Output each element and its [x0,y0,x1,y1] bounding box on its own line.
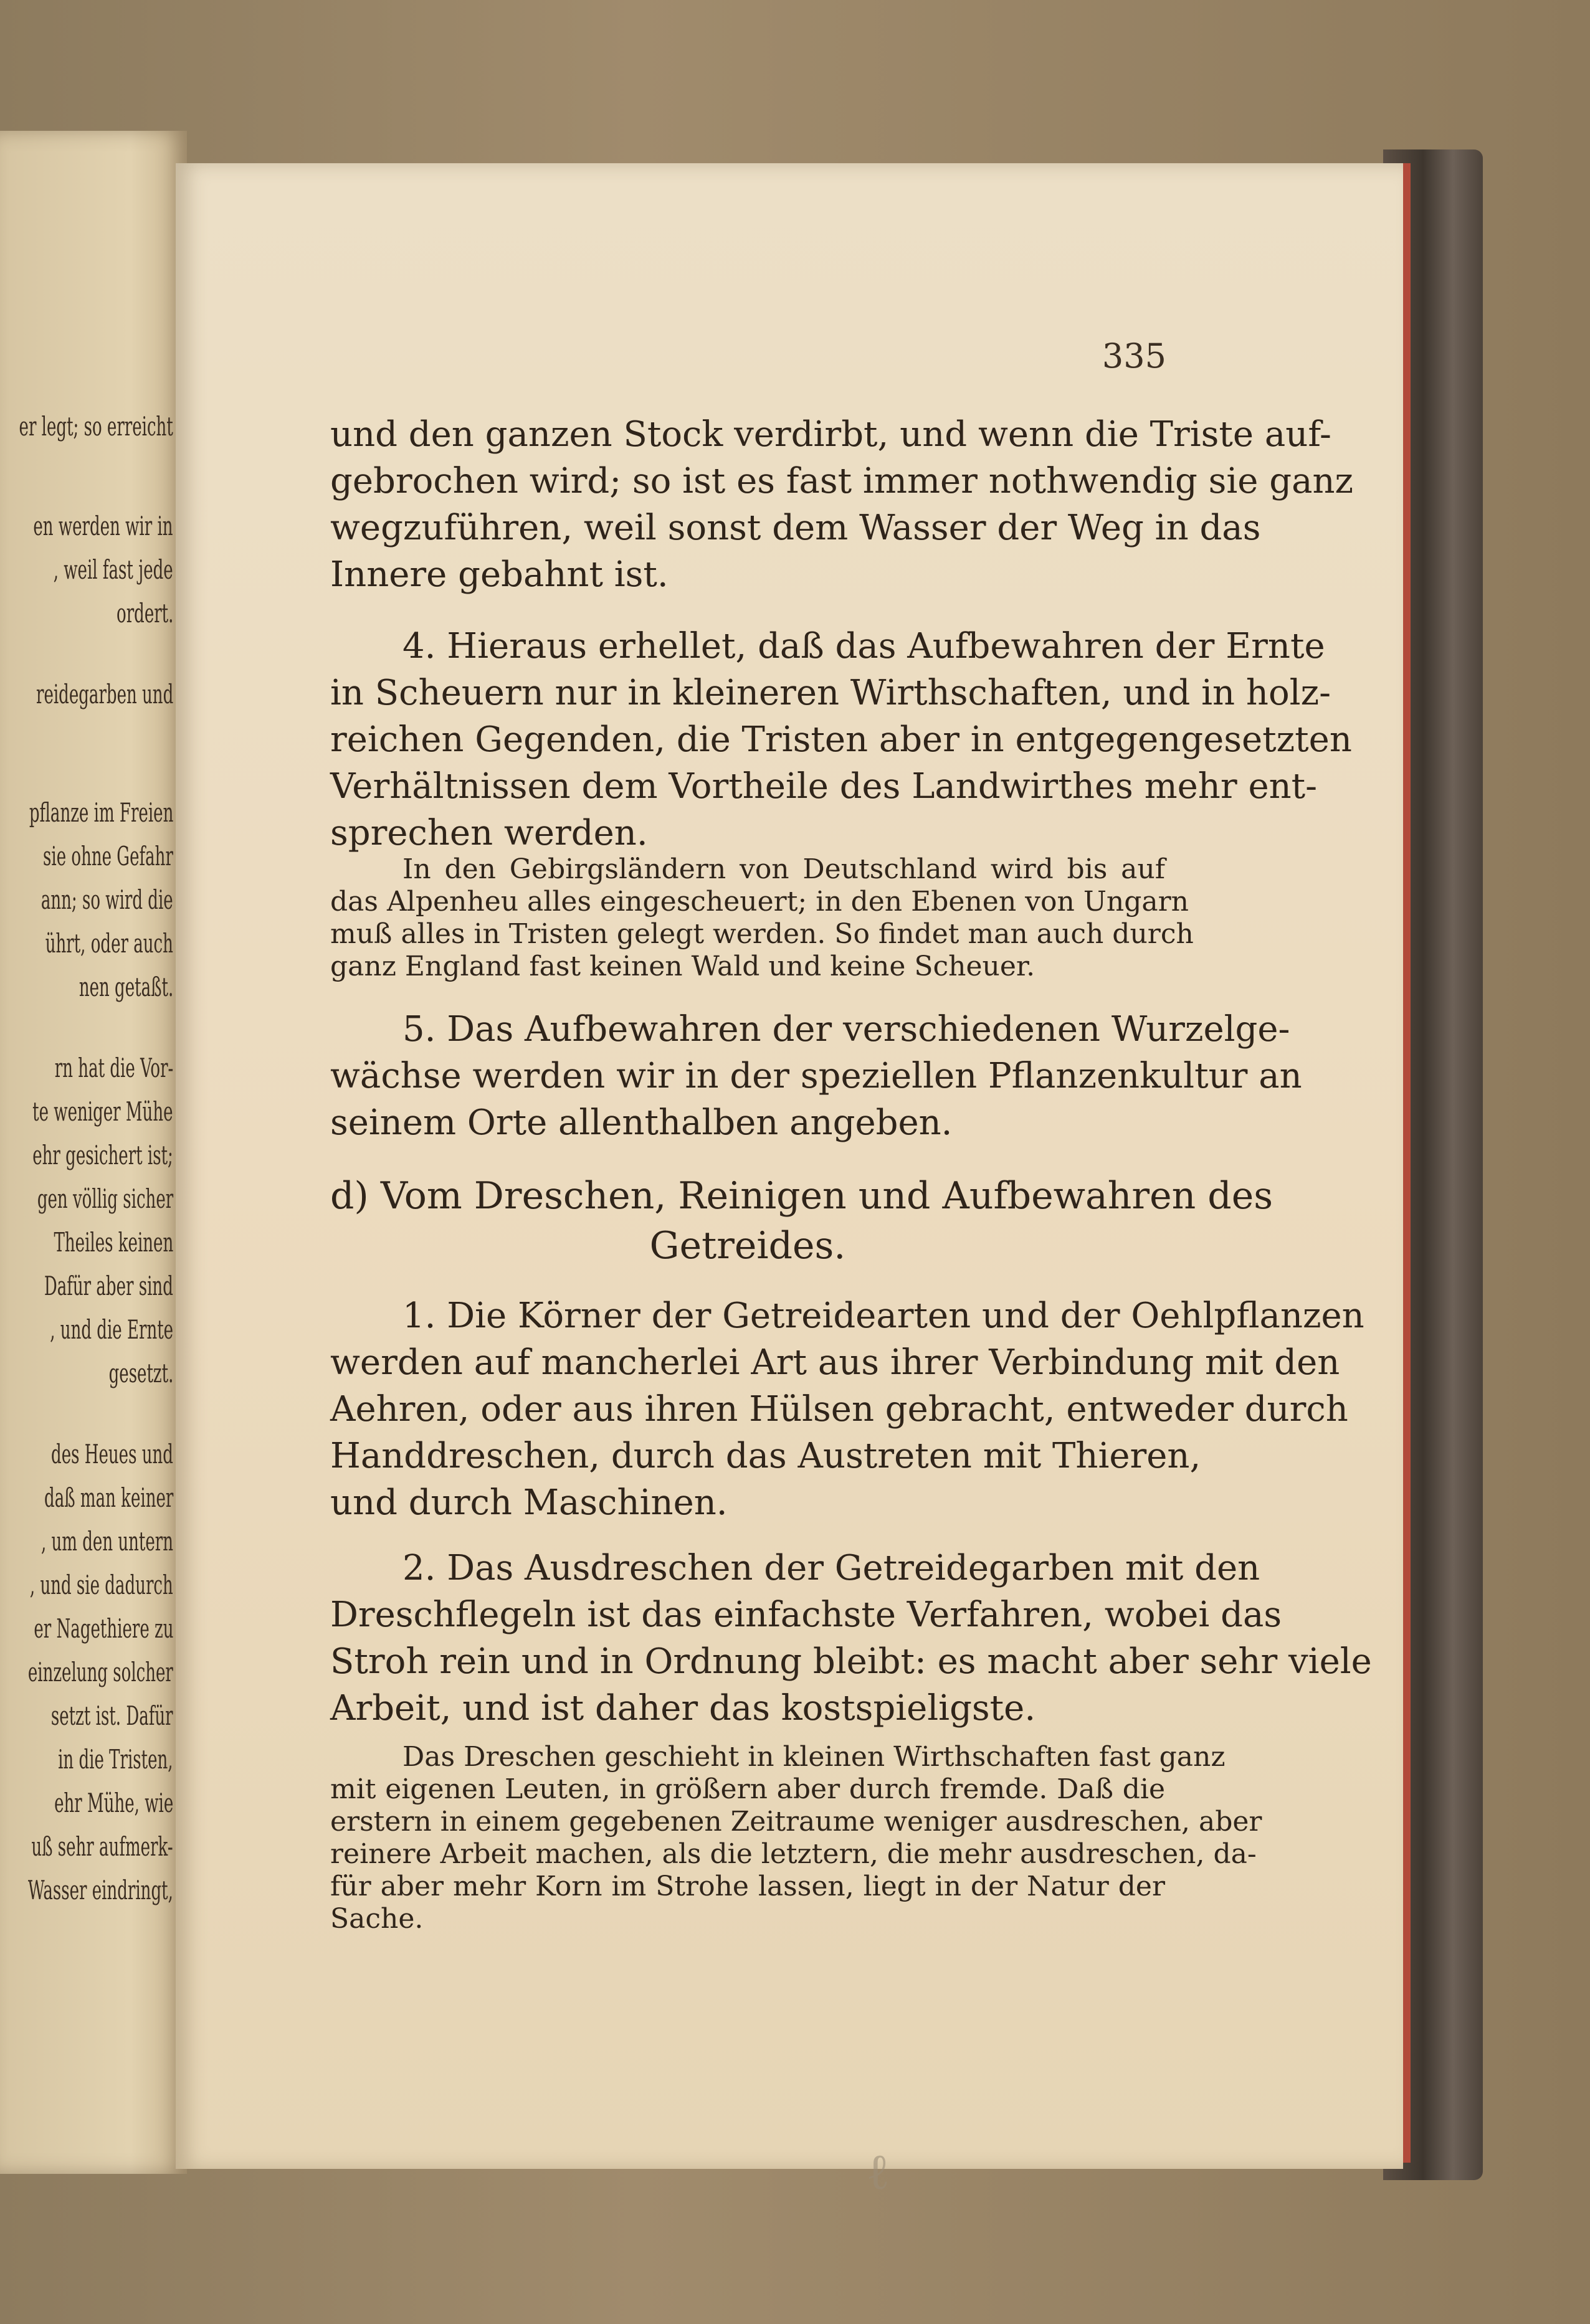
red-page-edge [1403,163,1411,2163]
paragraph-2 [330,1545,1372,1732]
left-page-line: in die Tristen, [58,1744,173,1775]
text-line: Aehren, oder aus ihren Hülsen gebracht, entweder durch [330,1389,1348,1430]
left-page-line: nen getaßt. [79,972,173,1002]
page-number: 335 [1102,336,1166,376]
left-page-line: des Heues und [51,1439,173,1469]
left-page-line: rn hat die Vor- [54,1053,173,1083]
left-page-line: sie ohne Gefahr [43,841,173,871]
text-line: Handdreschen, durch das Austreten mit Thieren, [330,1436,1201,1476]
left-page-line: Dafür aber sind [44,1271,173,1301]
text-line: Verhältnissen dem Vortheile des Landwirthes mehr ent- [330,766,1318,807]
text-line: und durch Maschinen. [330,1482,728,1523]
note-4 [330,853,1194,983]
text-line: seinem Orte allenthalben angeben. [330,1103,953,1143]
text-line: Das Dreschen geschieht in kleinen Wirthschaften fast ganz [402,1741,1226,1773]
left-page-line: Wasser eindringt, [27,1875,173,1905]
text-line: In den Gebirgsländern von Deutschland wird bis auf [402,853,1165,885]
left-page-line: en werden wir in [33,511,173,541]
left-page-line: ann; so wird die [41,885,173,915]
text-line: und den ganzen Stock verdirbt, und wenn die Triste auf- [330,414,1331,455]
left-page-line: reidegarben und [36,679,173,709]
text-line: das Alpenheu alles eingescheuert; in den Ebenen von Ungarn [330,886,1189,918]
left-page-line: er Nagethiere zu [33,1613,173,1644]
text-line: ganz England fast keinen Wald und keine Scheuer. [330,951,1035,982]
left-facing-page [0,131,187,2174]
left-page-line: gen völlig sicher [37,1183,173,1214]
left-page-line: pflanze im Freien [29,797,173,828]
paragraph-4 [330,623,1352,856]
left-page-line: ührt, oder auch [45,928,173,959]
left-page-line: daß man keiner [44,1482,173,1513]
text-line: für aber mehr Korn im Strohe lassen, liegt in der Natur der [330,1871,1165,1902]
pencil-mark-icon: ℓ [866,2143,890,2201]
left-page-line: Theiles keinen [54,1227,173,1258]
left-page-line: ehr Mühe, wie [54,1788,173,1818]
left-page-line: , und sie dadurch [30,1570,173,1600]
text-line: muß alles in Tristen gelegt werden. So findet man auch durch [330,918,1194,950]
heading-line: Getreides. [649,1224,846,1268]
left-page-line: , und die Ernte [50,1314,173,1345]
left-page-line: ehr gesichert ist; [32,1140,173,1170]
text-line: in Scheuern nur in kleineren Wirthschaften, und in holz- [330,673,1331,713]
text-line: reichen Gegenden, die Tristen aber in entgegengesetzten [330,719,1352,760]
text-line: 4. Hieraus erhellet, daß das Aufbewahren der Ernte [402,626,1325,666]
section-heading [330,1171,1273,1271]
paragraph-5 [330,1006,1302,1146]
note-2 [330,1741,1262,1935]
text-line: mit eigenen Leuten, in größern aber durch fremde. Daß die [330,1773,1165,1805]
text-line: wegzuführen, weil sonst dem Wasser der Weg in das [330,508,1261,548]
text-line: erstern in einem gegebenen Zeitraume weniger ausdreschen, aber [330,1806,1262,1838]
left-page-line: gesetzt. [108,1358,173,1388]
left-page-line: , weil fast jede [53,554,173,585]
left-page-line: setzt ist. Dafür [51,1700,173,1731]
text-line: gebrochen wird; so ist es fast immer nothwendig sie ganz [330,461,1354,501]
text-line: Innere gebahnt ist. [330,554,669,595]
text-line: Stroh rein und in Ordnung bleibt: es macht aber sehr viele [330,1641,1372,1682]
left-page-line: ordert. [116,598,173,628]
text-line: Sache. [330,1903,424,1935]
paragraph-1 [330,1292,1364,1526]
text-line: 5. Das Aufbewahren der verschiedenen Wurzelge- [402,1009,1290,1050]
left-page-line: te weniger Mühe [32,1096,173,1127]
text-line: sprechen werden. [330,813,648,853]
left-page-line: , um den untern [40,1526,173,1557]
text-line: 2. Das Ausdreschen der Getreidegarben mit den [402,1548,1260,1588]
paragraph-intro [330,411,1354,598]
text-line: wächse werden wir in der speziellen Pflanzenkultur an [330,1056,1302,1096]
text-line: werden auf mancherlei Art aus ihrer Verbindung mit den [330,1342,1340,1383]
left-page-line: uß sehr aufmerk- [31,1831,173,1862]
text-line: 1. Die Körner der Getreidearten und der Oehlpflanzen [402,1296,1364,1336]
heading-line: d) Vom Dreschen, Reinigen und Aufbewahren des [330,1174,1273,1218]
text-line: Arbeit, und ist daher das kostspieligste. [330,1688,1036,1729]
left-page-line: er legt; so erreicht [19,411,173,442]
left-page-line: einzelung solcher [27,1657,173,1687]
text-line: reinere Arbeit machen, als die letztern, die mehr ausdreschen, da- [330,1838,1257,1870]
text-line: Dreschflegeln ist das einfachste Verfahren, wobei das [330,1595,1282,1635]
